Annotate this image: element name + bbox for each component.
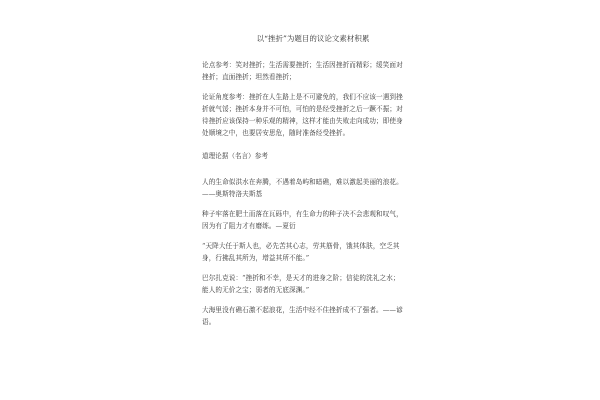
angle-line: 折就气馁；挫折本身并不可怕，可怕的是经受挫折之后一蹶不振；对: [202, 105, 403, 113]
thesis-line: 论点参考：笑对挫折；生活需要挫折；生活因挫折而精彩；缓笑面对: [202, 61, 403, 69]
quote-line: 人的生命似洪水在奔腾，不遇着岛屿和暗礁，难以激起美丽的浪花。: [202, 178, 403, 186]
thesis-line: 挫折；直面挫折；坦然看挫折；: [202, 73, 296, 81]
quote-paragraph: [202, 176, 424, 200]
quote-line: 大海里没有礁石激不起浪花，生活中经不住挫折成不了强者。——谚: [202, 306, 403, 314]
quote-line: 种子牢落在肥土而落在瓦砾中，有生命力的种子决不会悲观和叹气，: [202, 210, 403, 218]
thesis-paragraph: [202, 59, 424, 83]
document-content: [202, 34, 424, 336]
quotes-heading: 道理论据（名言）参考: [202, 152, 268, 160]
quote-line: 能人的无价之宝；弱者的无底深渊。”: [202, 286, 310, 294]
quote-line: 巴尔扎克说：“挫折和不幸，是天才的进身之阶；信徒的洗礼之水；: [202, 274, 400, 282]
angle-line: 处顺境之中，也要居安思危，随时准备经受挫折。: [202, 129, 350, 137]
page-title: 以“挫折”为题目的议论文素材积累: [256, 34, 370, 43]
quote-line: 身，行拂乱其所为，增益其所不能。”: [202, 254, 310, 262]
quote-line: “天降大任于斯人也，必先苦其心志，劳其筋骨，饿其体肤，空乏其: [202, 242, 400, 250]
quote-line: 语。: [202, 318, 216, 326]
quote-line: 因为有了阻力才有磨练。—夏衍: [202, 222, 296, 230]
quote-paragraph: [202, 208, 424, 232]
angle-line: 论证角度参考：挫折在人生路上是不可避免的，我们不应该一遇到挫: [202, 93, 403, 101]
angle-line: 待挫折应该保持一种乐观的精神，这样才能由失败走向成功；即使身: [202, 117, 403, 125]
quote-line: ——奥斯特洛夫斯基: [202, 190, 263, 198]
quote-paragraph: [202, 272, 424, 296]
quote-paragraph: [202, 304, 424, 328]
argument-angle-paragraph: [202, 91, 424, 139]
quote-paragraph: [202, 240, 424, 264]
